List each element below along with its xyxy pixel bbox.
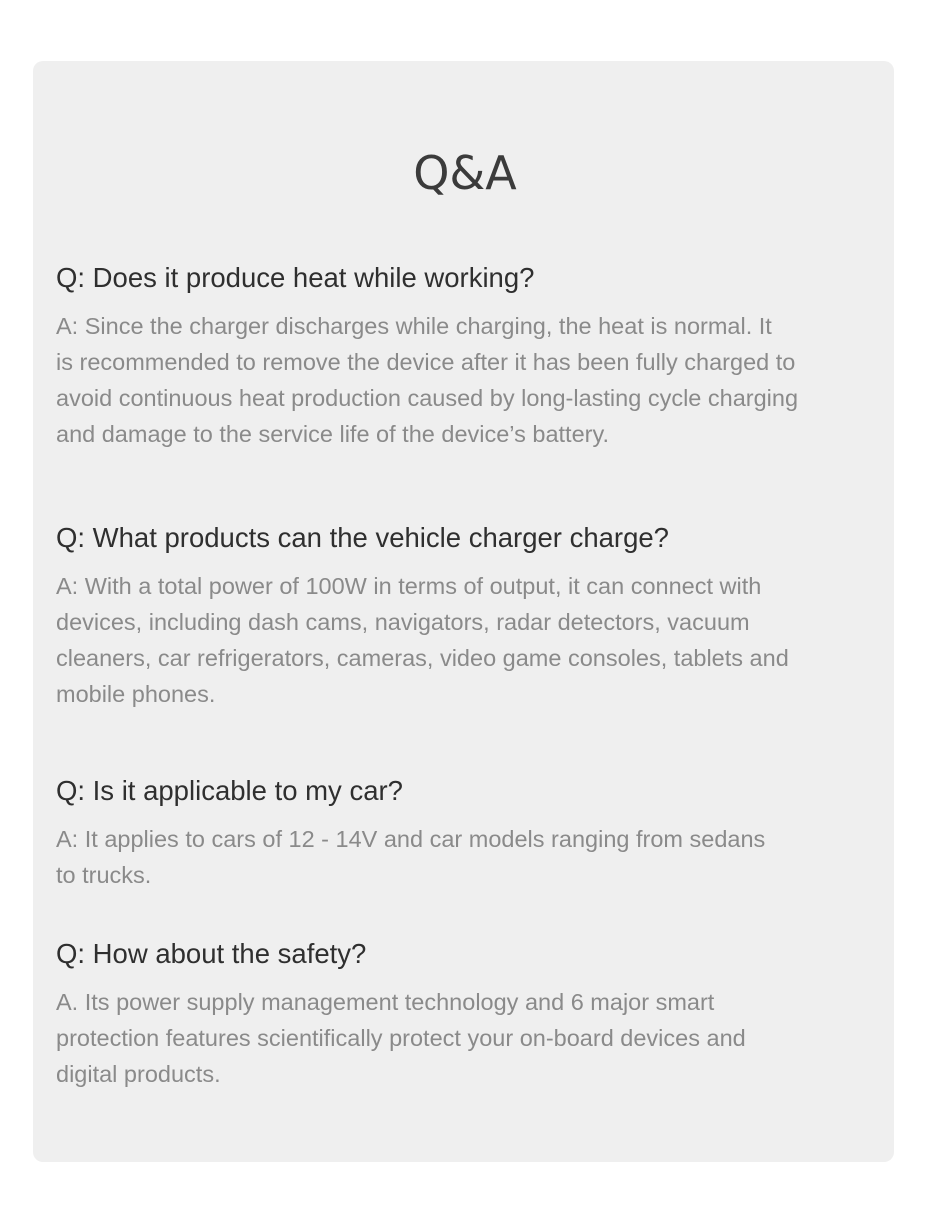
answer-products: A: With a total power of 100W in terms of output, it can connect with devices, including dash cams, navigators, radar detectors, vacuum cleaners, car refrigerators, cameras, video game consoles, tablets and mobile phones. — [56, 573, 789, 707]
qa-item-safety — [56, 937, 886, 1092]
qa-item-compatibility — [56, 774, 886, 893]
qa-item-products — [56, 521, 886, 712]
answer-heat: A: Since the charger discharges while charging, the heat is normal. It is recommended to remove the device after it has been fully charged to avoid continuous heat production caused by long-lasting cycle charging and damage to the service life of the device’s battery. — [56, 313, 799, 447]
question-compatibility: Q: Is it applicable to my car? — [56, 775, 403, 806]
answer-compatibility: A: It applies to cars of 12 - 14V and car models ranging from sedans to trucks. — [56, 826, 766, 888]
question-safety: Q: How about the safety? — [56, 938, 367, 969]
qa-item-heat — [56, 261, 886, 452]
question-heat: Q: Does it produce heat while working? — [56, 262, 535, 293]
page-title: Q&A — [413, 146, 517, 200]
answer-safety: A. Its power supply management technology and 6 major smart protection features scientifically protect your on-board devices and digital products. — [56, 989, 746, 1087]
question-products: Q: What products can the vehicle charger charge? — [56, 522, 669, 553]
